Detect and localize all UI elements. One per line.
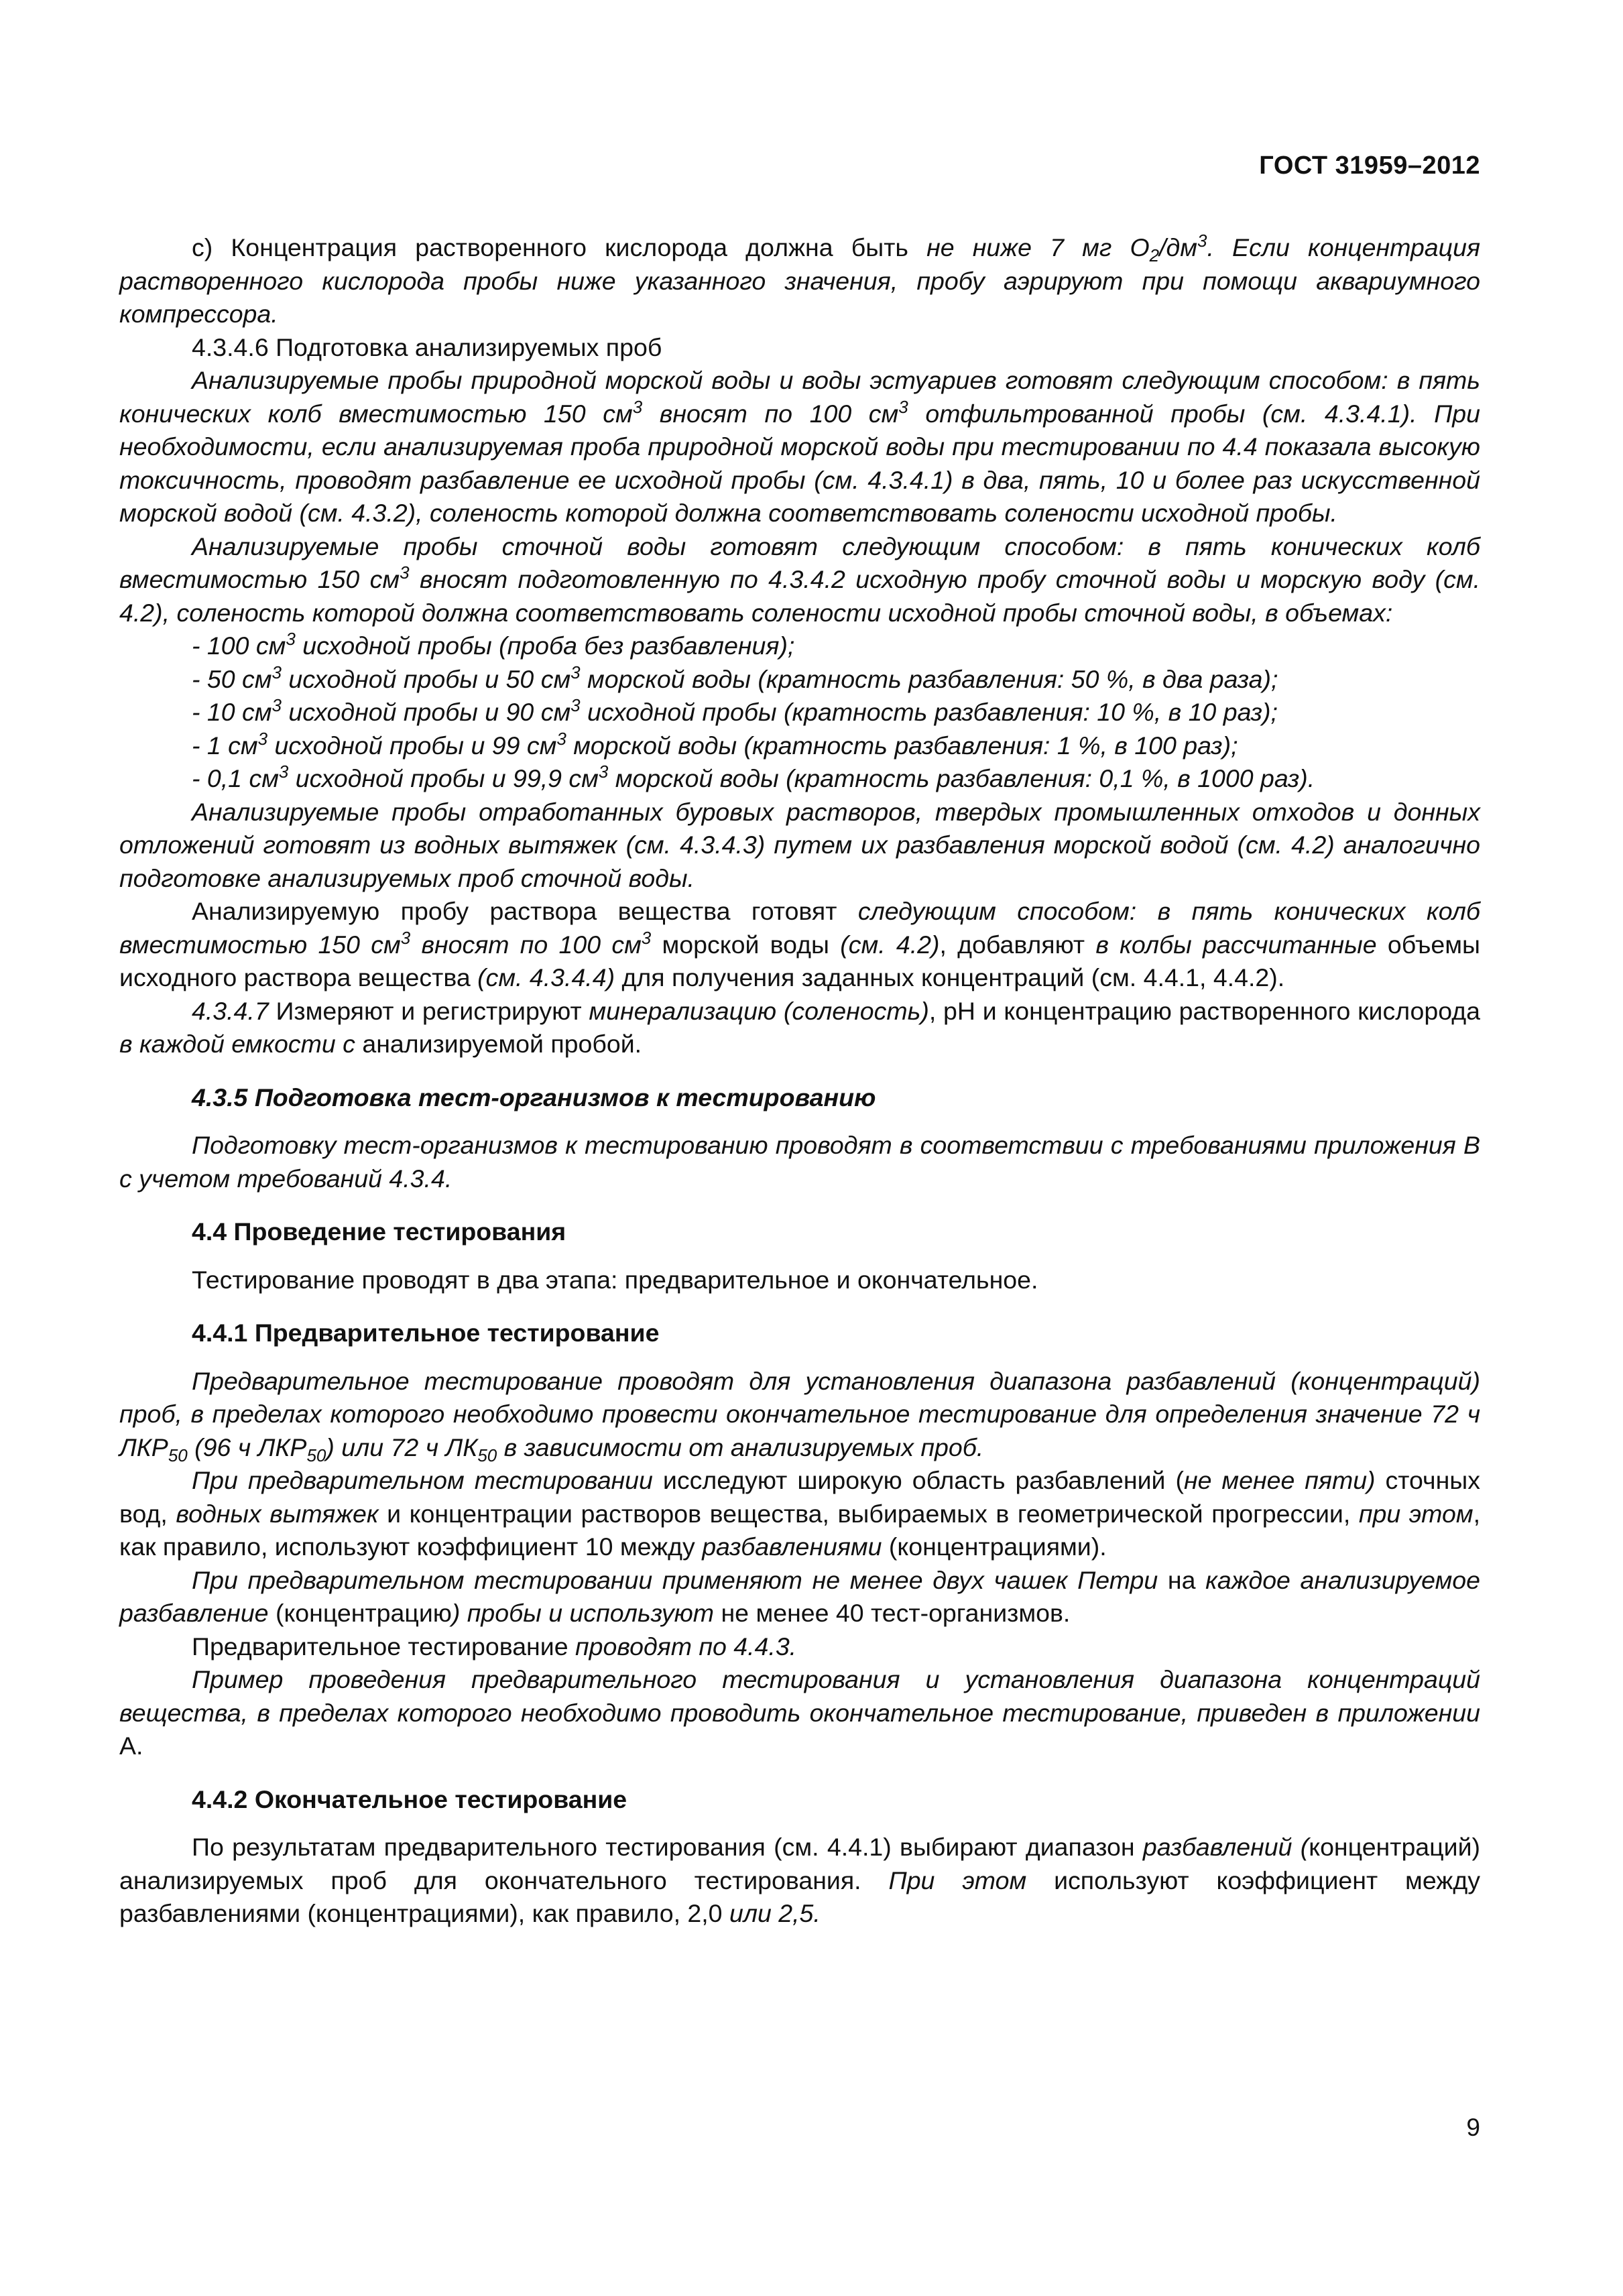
text-run: разбавлений ( <box>1142 1833 1309 1861</box>
text-run: (концентрацию <box>268 1599 452 1627</box>
text-run: морской воды <box>651 930 841 959</box>
list-item <box>119 629 1480 663</box>
text-run: минерализацию (соленость) <box>589 996 929 1025</box>
list-item <box>119 663 1480 697</box>
paragraph-final-testing <box>119 1831 1480 1931</box>
paragraph-oxygen <box>119 231 1480 331</box>
paragraph-preliminary-procedure <box>119 1630 1480 1664</box>
text-run: (см. 4.2) <box>840 930 940 959</box>
text-run: Пример проведения предварительного тестирования и установления диапазона концентраций вещества, в пределах которого необходимо проводить окончательное тестирование, приведен в приложении <box>119 1665 1480 1727</box>
superscript: 3 <box>286 629 296 649</box>
text-run: вносят по 100 см <box>642 399 899 428</box>
text-run: (96 ч ЛКР <box>187 1433 307 1461</box>
superscript: 3 <box>272 695 282 715</box>
text-run: морской воды (кратность разбавления: 0,1 %, в 1000 раз). <box>608 764 1315 792</box>
heading-section-441: 4.4.1 Предварительное тестирование <box>192 1319 660 1347</box>
text-run: морской воды (кратность разбавления: 1 %, в 100 раз); <box>566 731 1238 760</box>
text-run: исходной пробы и 99,9 см <box>288 764 599 792</box>
paragraph-example-reference <box>119 1663 1480 1763</box>
heading-section-442: 4.4.2 Окончательное тестирование <box>192 1785 627 1813</box>
superscript: 3 <box>278 762 289 782</box>
text-run: , добавляют <box>939 930 1096 959</box>
text-run: объемы исходного раствора вещества <box>119 930 1480 991</box>
text-run: При предварительном тестировании <box>192 1466 653 1494</box>
dilution-list <box>119 629 1480 796</box>
text-run: анализируемой пробой. <box>355 1030 642 1058</box>
text-run: Предварительное тестирование проводят для установления диапазона разбавлений (концентраций) проб, в пределах которого необходимо провести окончательное тестирование для определения значение 72 ч ЛКР <box>119 1366 1480 1461</box>
text-run: не менее пяти) <box>1183 1466 1376 1494</box>
text-run: 4.3.4.7 <box>192 996 269 1025</box>
document-code-header: ГОСТ 31959–2012 <box>1259 152 1480 180</box>
text-run: с) Концентрация растворенного кислорода должна быть <box>192 233 927 261</box>
text-run: при этом <box>1358 1499 1474 1528</box>
text-run: концентраций) анализируемых проб для окончательного тестирования. <box>119 1833 1481 1894</box>
superscript: 3 <box>400 927 411 948</box>
paragraph-waste-water-samples <box>119 530 1480 630</box>
text-run: - 50 см <box>192 664 272 693</box>
text-run: водных вытяжек <box>176 1499 379 1528</box>
text-run: в зависимости от анализируемых проб. <box>497 1433 984 1461</box>
text-run: исходной пробы (проба без разбавления); <box>295 631 795 660</box>
heading-section-44: 4.4 Проведение тестирования <box>192 1217 566 1246</box>
text-run: /дм <box>1159 233 1197 261</box>
text-run: исходной пробы (кратность разбавления: 10 %, в 10 раз); <box>580 698 1278 726</box>
text-run: не менее 40 тест-организмов. <box>714 1599 1071 1627</box>
text-run: проводят по 4.4.3. <box>575 1632 797 1660</box>
text-run: вносят подготовленную по 4.3.4.2 исходную пробу сточной воды и морскую воду (см. 4.2), соленость которой должна соответствовать солености исходной пробы сточной воды, в объемах: <box>119 565 1480 627</box>
superscript: 3 <box>1197 231 1207 251</box>
text-run: (концентрациями). <box>882 1532 1107 1561</box>
paragraph-petri-dishes <box>119 1564 1480 1630</box>
text-run: - 1 см <box>192 731 258 760</box>
superscript: 3 <box>570 695 581 715</box>
superscript: 3 <box>257 728 268 749</box>
text-run: на <box>1158 1565 1206 1594</box>
heading-section-435: 4.3.5 Подготовка тест-организмов к тестированию <box>192 1083 876 1111</box>
text-run: морской воды (кратность разбавления: 50 %, в два раза); <box>580 664 1278 693</box>
text-run: , как правило, используют коэффициент 10 между <box>119 1499 1480 1561</box>
text-run: При этом <box>888 1866 1027 1894</box>
text-run: - 0,1 см <box>192 764 279 792</box>
list-item <box>119 729 1480 763</box>
text-run: Анализируемую пробу раствора вещества готовят <box>192 897 858 925</box>
subscript: 50 <box>477 1445 497 1465</box>
subscript: 50 <box>168 1445 188 1465</box>
text-run: в колбы рассчитанные <box>1095 930 1377 959</box>
text-run: ) пробы и используют <box>451 1599 715 1627</box>
superscript: 3 <box>400 562 410 583</box>
superscript: 3 <box>272 662 282 682</box>
text-run: Предварительное тестирование <box>192 1632 575 1660</box>
paragraph-two-stages: Тестирование проводят в два этапа: предварительное и окончательное. <box>192 1265 1038 1294</box>
text-run: и концентрации растворов вещества, выбираемых в геометрической прогрессии, <box>378 1499 1359 1528</box>
superscript: 3 <box>556 728 566 749</box>
text-run: исходной пробы и 50 см <box>281 664 571 693</box>
subscript: 50 <box>306 1445 326 1465</box>
text-run: Анализируемые пробы природной морской воды и воды эстуариев готовят следующим способом: в пять конических колб вместимостью 150 см <box>119 366 1480 428</box>
subscript: 2 <box>1149 245 1160 265</box>
text-run: исходной пробы и 99 см <box>267 731 557 760</box>
paragraph-drilling-fluids: Анализируемые пробы отработанных буровых растворов, твердых промышленных отходов и донных отложений готовят из водных вытяжек (см. 4.3.4.3) путем их разбавления морской водой (см. 4.2) аналогично подготовке анализируемых проб сточной воды. <box>119 797 1480 892</box>
text-run: . Если концентрация растворенного кислорода пробы ниже указанного значения, пробу аэрируют при помощи аквариумного компрессора. <box>119 233 1480 328</box>
text-run: (см. 4.3.4.4) <box>477 963 615 991</box>
text-run: ) или 72 ч ЛК <box>326 1433 478 1461</box>
text-run: При предварительном тестировании применяют не менее двух чашек Петри <box>192 1565 1158 1594</box>
text-run: в каждой емкости с <box>119 1030 355 1058</box>
text-run: По результатам предварительного тестирования (см. 4.4.1) выбирают диапазон <box>192 1833 1143 1861</box>
page-number: 9 <box>1466 2114 1480 2141</box>
superscript: 3 <box>632 396 643 417</box>
text-run: для получения заданных концентраций (см. 4.4.1, 4.4.2). <box>615 963 1285 991</box>
paragraph-dilution-range <box>119 1464 1480 1564</box>
text-run: или 2,5. <box>729 1899 821 1927</box>
text-run: исследуют широкую область разбавлений ( <box>652 1466 1184 1494</box>
text-run: сточных вод, <box>119 1466 1481 1528</box>
paragraph-sea-water-samples <box>119 364 1480 530</box>
paragraph-section-4346: 4.3.4.6 Подготовка анализируемых проб <box>192 333 662 361</box>
text-run: вносят по 100 см <box>410 930 642 959</box>
paragraph-test-organisms: Подготовку тест-организмов к тестированию проводят в соответствии с требованиями приложения В с учетом требований 4.3.4. <box>119 1131 1480 1193</box>
superscript: 3 <box>598 762 609 782</box>
superscript: 3 <box>570 662 581 682</box>
text-run: А. <box>119 1732 143 1760</box>
text-run: Измеряют и регистрируют <box>268 996 589 1025</box>
text-run: разбавлениями <box>702 1532 882 1561</box>
superscript: 3 <box>898 396 908 417</box>
superscript: 3 <box>641 927 652 948</box>
text-run: - 10 см <box>192 698 272 726</box>
text-run: , pH и концентрацию растворенного кислорода <box>928 996 1480 1025</box>
paragraph-section-4347 <box>119 995 1480 1061</box>
text-run: - 100 см <box>192 631 286 660</box>
text-run: не ниже 7 мг О <box>926 233 1150 261</box>
text-run: следующим способом: в пять конических колб вместимостью 150 см <box>119 897 1480 959</box>
text-run: используют коэффициент между разбавлениями (концентрациями), как правило, 2,0 <box>119 1866 1480 1927</box>
document-body <box>119 231 1480 1931</box>
text-run: Анализируемые пробы сточной воды готовят следующим способом: в пять конических колб вместимостью 150 см <box>119 532 1480 593</box>
text-run: отфильтрованной пробы (см. 4.3.4.1). При необходимости, если анализируемая проба природной морской воды при тестировании по 4.4 показала высокую токсичность, проводят разбавление ее исходной пробы (см. 4.3.4.1) в два, пять, 10 и более раз искусственной морской водой (см. 4.3.2), соленость которой должна соответствовать солености исходной пробы. <box>119 399 1480 527</box>
paragraph-substance-solution <box>119 895 1480 995</box>
paragraph-preliminary-purpose <box>119 1365 1480 1465</box>
list-item <box>119 696 1480 729</box>
text-run: исходной пробы и 90 см <box>281 698 571 726</box>
text-run: каждое анализируемое разбавление <box>119 1565 1480 1627</box>
list-item <box>119 762 1480 796</box>
